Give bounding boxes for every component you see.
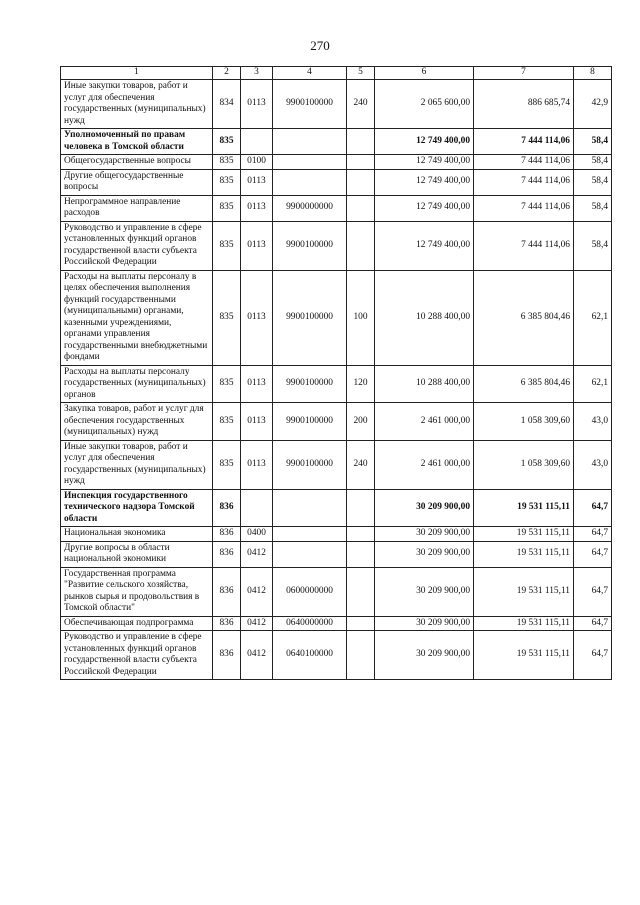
row-name: Иные закупки товаров, работ и услуг для обеспечения государственных (муниципальных) нужд [61,80,213,129]
row-article-code [273,169,347,195]
header-cell: 6 [375,67,474,80]
row-name: Руководство и управление в сфере установленных функций органов государственной власти субъекта Российской Федерации [61,631,213,680]
row-article-code [273,489,347,527]
table-row [61,365,612,403]
row-name: Другие общегосударственные вопросы [61,169,213,195]
row-section-code: 0113 [241,270,273,365]
row-percent: 58,4 [574,195,612,221]
table-body [61,80,612,680]
row-plan-amount: 2 461 000,00 [375,440,474,489]
row-article-code: 9900100000 [273,365,347,403]
row-name: Уполномоченный по правам человека в Томской области [61,129,213,155]
row-article-code: 9900100000 [273,80,347,129]
table-row [61,169,612,195]
row-article-code: 9900100000 [273,270,347,365]
row-plan-amount: 12 749 400,00 [375,195,474,221]
row-ved-code: 834 [213,80,241,129]
row-ved-code: 835 [213,169,241,195]
row-expense-kind [347,489,375,527]
row-percent: 58,4 [574,155,612,170]
row-expense-kind [347,631,375,680]
row-fact-amount: 19 531 115,11 [474,489,574,527]
row-section-code: 0100 [241,155,273,170]
row-plan-amount: 30 209 900,00 [375,541,474,567]
row-article-code [273,129,347,155]
row-ved-code: 836 [213,489,241,527]
row-fact-amount: 19 531 115,11 [474,631,574,680]
row-percent: 58,4 [574,129,612,155]
row-name: Расходы на выплаты персоналу государственных (муниципальных) органов [61,365,213,403]
row-section-code: 0113 [241,80,273,129]
table-row [61,527,612,542]
row-section-code: 0113 [241,440,273,489]
row-fact-amount: 19 531 115,11 [474,616,574,631]
row-fact-amount: 1 058 309,60 [474,403,574,441]
table-row [61,403,612,441]
row-ved-code: 835 [213,195,241,221]
budget-table [60,66,612,680]
row-section-code: 0400 [241,527,273,542]
row-fact-amount: 7 444 114,06 [474,195,574,221]
row-plan-amount: 10 288 400,00 [375,270,474,365]
row-expense-kind [347,541,375,567]
row-ved-code: 835 [213,365,241,403]
table-row [61,616,612,631]
table-row [61,489,612,527]
row-article-code: 9900000000 [273,195,347,221]
row-percent: 43,0 [574,440,612,489]
row-percent: 42,9 [574,80,612,129]
row-percent: 43,0 [574,403,612,441]
page-number: 270 [310,38,330,53]
row-name: Закупка товаров, работ и услуг для обеспечения государственных (муниципальных) нужд [61,403,213,441]
row-expense-kind: 240 [347,80,375,129]
row-section-code [241,489,273,527]
row-section-code: 0113 [241,195,273,221]
row-name: Иные закупки товаров, работ и услуг для обеспечения государственных (муниципальных) нужд [61,440,213,489]
row-name: Государственная программа "Развитие сельского хозяйства, рынков сырья и продовольствия в Томской области" [61,567,213,616]
row-ved-code: 835 [213,403,241,441]
row-percent: 58,4 [574,221,612,270]
row-plan-amount: 30 209 900,00 [375,489,474,527]
row-article-code: 0640000000 [273,616,347,631]
table-row [61,567,612,616]
table-row [61,270,612,365]
row-section-code: 0412 [241,631,273,680]
row-name: Общегосударственные вопросы [61,155,213,170]
table-row [61,440,612,489]
row-expense-kind [347,155,375,170]
row-percent: 64,7 [574,631,612,680]
row-expense-kind: 120 [347,365,375,403]
row-section-code: 0113 [241,365,273,403]
table-row [61,155,612,170]
row-fact-amount: 19 531 115,11 [474,567,574,616]
row-section-code [241,129,273,155]
row-plan-amount: 12 749 400,00 [375,169,474,195]
header-cell: 7 [474,67,574,80]
row-plan-amount: 30 209 900,00 [375,616,474,631]
row-expense-kind [347,169,375,195]
row-article-code: 0600000000 [273,567,347,616]
table-row [61,80,612,129]
table-row [61,195,612,221]
row-section-code: 0412 [241,567,273,616]
row-fact-amount: 7 444 114,06 [474,155,574,170]
row-plan-amount: 12 749 400,00 [375,155,474,170]
header-cell: 2 [213,67,241,80]
row-fact-amount: 1 058 309,60 [474,440,574,489]
row-plan-amount: 12 749 400,00 [375,129,474,155]
row-article-code [273,541,347,567]
row-article-code: 9900100000 [273,440,347,489]
row-fact-amount: 19 531 115,11 [474,541,574,567]
row-section-code: 0412 [241,541,273,567]
row-article-code [273,527,347,542]
row-percent: 64,7 [574,567,612,616]
row-percent: 64,7 [574,616,612,631]
row-plan-amount: 12 749 400,00 [375,221,474,270]
row-ved-code: 835 [213,129,241,155]
row-name: Расходы на выплаты персоналу в целях обеспечения выполнения функций государственными (муниципальными) органами, казенными учреждениями, органами управления государственными внебюджетными фондами [61,270,213,365]
row-ved-code: 836 [213,616,241,631]
row-article-code: 0640100000 [273,631,347,680]
table-row [61,541,612,567]
row-percent: 64,7 [574,489,612,527]
row-expense-kind: 100 [347,270,375,365]
row-expense-kind [347,195,375,221]
row-name: Национальная экономика [61,527,213,542]
row-article-code: 9900100000 [273,221,347,270]
row-fact-amount: 7 444 114,06 [474,221,574,270]
row-ved-code: 835 [213,221,241,270]
row-expense-kind [347,527,375,542]
row-percent: 64,7 [574,541,612,567]
row-plan-amount: 2 461 000,00 [375,403,474,441]
row-section-code: 0113 [241,169,273,195]
row-article-code: 9900100000 [273,403,347,441]
row-fact-amount: 19 531 115,11 [474,527,574,542]
row-name: Руководство и управление в сфере установленных функций органов государственной власти субъекта Российской Федерации [61,221,213,270]
row-ved-code: 836 [213,567,241,616]
row-plan-amount: 30 209 900,00 [375,631,474,680]
row-percent: 58,4 [574,169,612,195]
row-section-code: 0113 [241,221,273,270]
row-expense-kind: 200 [347,403,375,441]
row-fact-amount: 7 444 114,06 [474,129,574,155]
row-percent: 62,1 [574,270,612,365]
row-percent: 64,7 [574,527,612,542]
row-fact-amount: 6 385 804,46 [474,270,574,365]
row-ved-code: 835 [213,155,241,170]
row-plan-amount: 2 065 600,00 [375,80,474,129]
row-expense-kind [347,221,375,270]
row-expense-kind [347,129,375,155]
row-expense-kind [347,567,375,616]
row-ved-code: 835 [213,270,241,365]
table-row [61,129,612,155]
row-ved-code: 836 [213,541,241,567]
header-cell: 3 [241,67,273,80]
header-cell: 4 [273,67,347,80]
row-expense-kind [347,616,375,631]
header-cell: 5 [347,67,375,80]
header-cell: 1 [61,67,213,80]
row-fact-amount: 7 444 114,06 [474,169,574,195]
row-fact-amount: 886 685,74 [474,80,574,129]
row-section-code: 0113 [241,403,273,441]
row-plan-amount: 30 209 900,00 [375,527,474,542]
row-percent: 62,1 [574,365,612,403]
row-article-code [273,155,347,170]
table-row [61,631,612,680]
row-ved-code: 835 [213,440,241,489]
row-fact-amount: 6 385 804,46 [474,365,574,403]
row-name: Другие вопросы в области национальной экономики [61,541,213,567]
row-name: Инспекция государственного технического надзора Томской области [61,489,213,527]
row-name: Обеспечивающая подпрограмма [61,616,213,631]
row-section-code: 0412 [241,616,273,631]
row-plan-amount: 10 288 400,00 [375,365,474,403]
row-plan-amount: 30 209 900,00 [375,567,474,616]
row-expense-kind: 240 [347,440,375,489]
row-ved-code: 836 [213,527,241,542]
row-name: Непрограммное направление расходов [61,195,213,221]
table-row [61,221,612,270]
row-ved-code: 836 [213,631,241,680]
header-cell: 8 [574,67,612,80]
table-header-row [61,67,612,80]
